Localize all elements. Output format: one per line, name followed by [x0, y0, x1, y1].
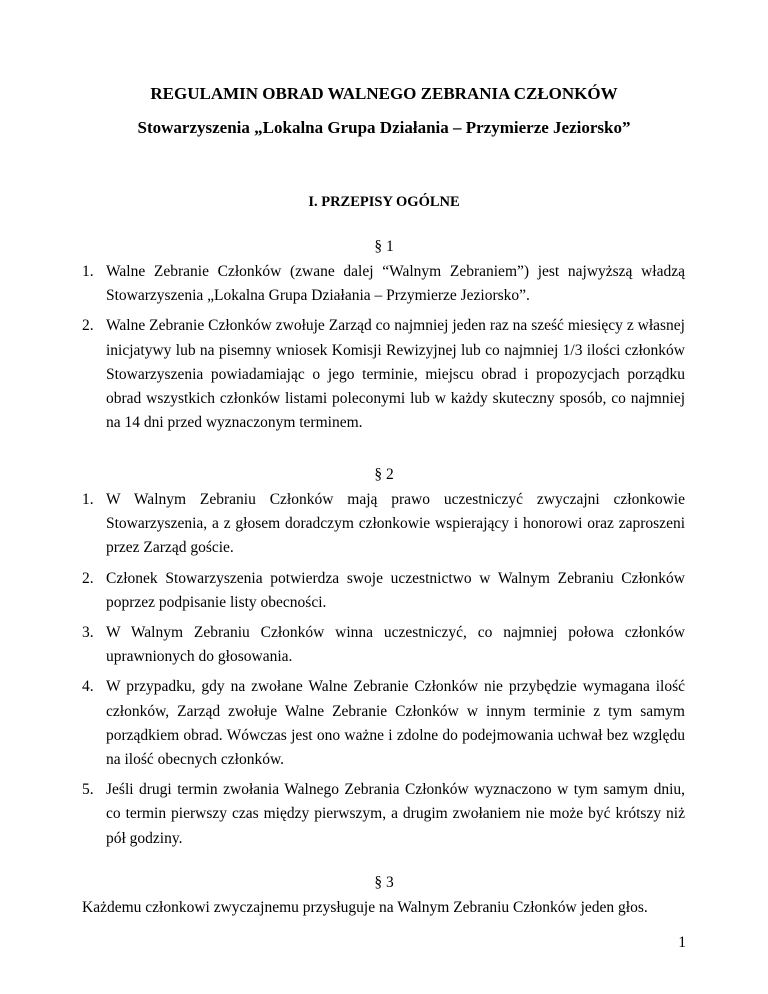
- list-item: [82, 621, 685, 669]
- list-item: [82, 488, 685, 561]
- list-item: [82, 675, 685, 772]
- list-item: [82, 314, 685, 435]
- list-item: [82, 567, 685, 615]
- document-title: REGULAMIN OBRAD WALNEGO ZEBRANIA CZŁONKÓW: [150, 84, 618, 103]
- list-item-number: 1.: [82, 491, 94, 508]
- list-item-number: 2.: [82, 317, 94, 335]
- paragraph-mark-3: § 3: [374, 874, 394, 891]
- list-item-text: W Walnym Zebraniu Członków winna uczestniczyć, co najmniej połowa członków uprawnionych do głosowania.: [106, 624, 685, 666]
- paragraph-3-text: Każdemu członkowi zwyczajnemu przysługuje na Walnym Zebraniu Członków jeden głos.: [82, 899, 648, 916]
- list-item: [82, 778, 685, 851]
- list-item-text: Walne Zebranie Członków zwołuje Zarząd co najmniej jeden raz na sześć miesięcy z własnej inicjatywy lub na pisemny wniosek Komisji Rewizyjnej lub co najmniej 1/3 ilości członków Stowarzyszenia powiadamiając o jego terminie, miejscu obrad i propozycjach porządku obrad wszystkich członków listami poleconymi lub w każdy skuteczny sposób, co najmniej na 14 dni przed wyznaczonym terminem.: [106, 317, 685, 432]
- list-item-number: 3.: [82, 624, 94, 642]
- list-item-text: Członek Stowarzyszenia potwierdza swoje uczestnictwo w Walnym Zebraniu Członków poprzez podpisanie listy obecności.: [106, 569, 685, 611]
- paragraph-mark-1: § 1: [374, 238, 394, 255]
- paragraph-2-list: [82, 488, 685, 857]
- paragraph-mark-2: § 2: [374, 466, 394, 483]
- list-item-text: Jeśli drugi termin zwołania Walnego Zebrania Członków wyznaczono w tym samym dniu, co termin pierwszy czas między pierwszym, a drugim zwołaniem nie może być krótszy niż pół godziny.: [106, 781, 685, 847]
- paragraph-1-list: [82, 260, 685, 441]
- list-item-text: W Walnym Zebraniu Członków mają prawo uczestniczyć zwyczajni członkowie Stowarzyszenia, a z głosem doradczym członkowie wspierający i honorowi oraz zaproszeni przez Zarząd goście.: [106, 491, 685, 557]
- list-item: [82, 260, 685, 308]
- list-item-number: 4.: [82, 678, 94, 696]
- page-number: 1: [678, 934, 686, 951]
- document-subtitle: Stowarzyszenia „Lokalna Grupa Działania – Przymierze Jeziorsko”: [137, 118, 631, 137]
- list-item-number: 2.: [82, 569, 94, 587]
- list-item-text: Walne Zebranie Członków (zwane dalej “Walnym Zebraniem”) jest najwyższą władzą Stowarzyszenia „Lokalna Grupa Działania – Przymierze Jeziorsko”.: [106, 263, 685, 305]
- list-item-number: 5.: [82, 781, 94, 799]
- section-heading: I. PRZEPISY OGÓLNE: [308, 194, 460, 210]
- list-item-number: 1.: [82, 263, 94, 280]
- list-item-text: W przypadku, gdy na zwołane Walne Zebranie Członków nie przybędzie wymagana ilość członków, Zarząd zwołuje Walne Zebranie Członków w innym terminie z tym samym porządkiem obrad. Wówczas jest ono ważne i zdolne do podejmowania uchwał bez względu na ilość obecnych członków.: [106, 678, 685, 769]
